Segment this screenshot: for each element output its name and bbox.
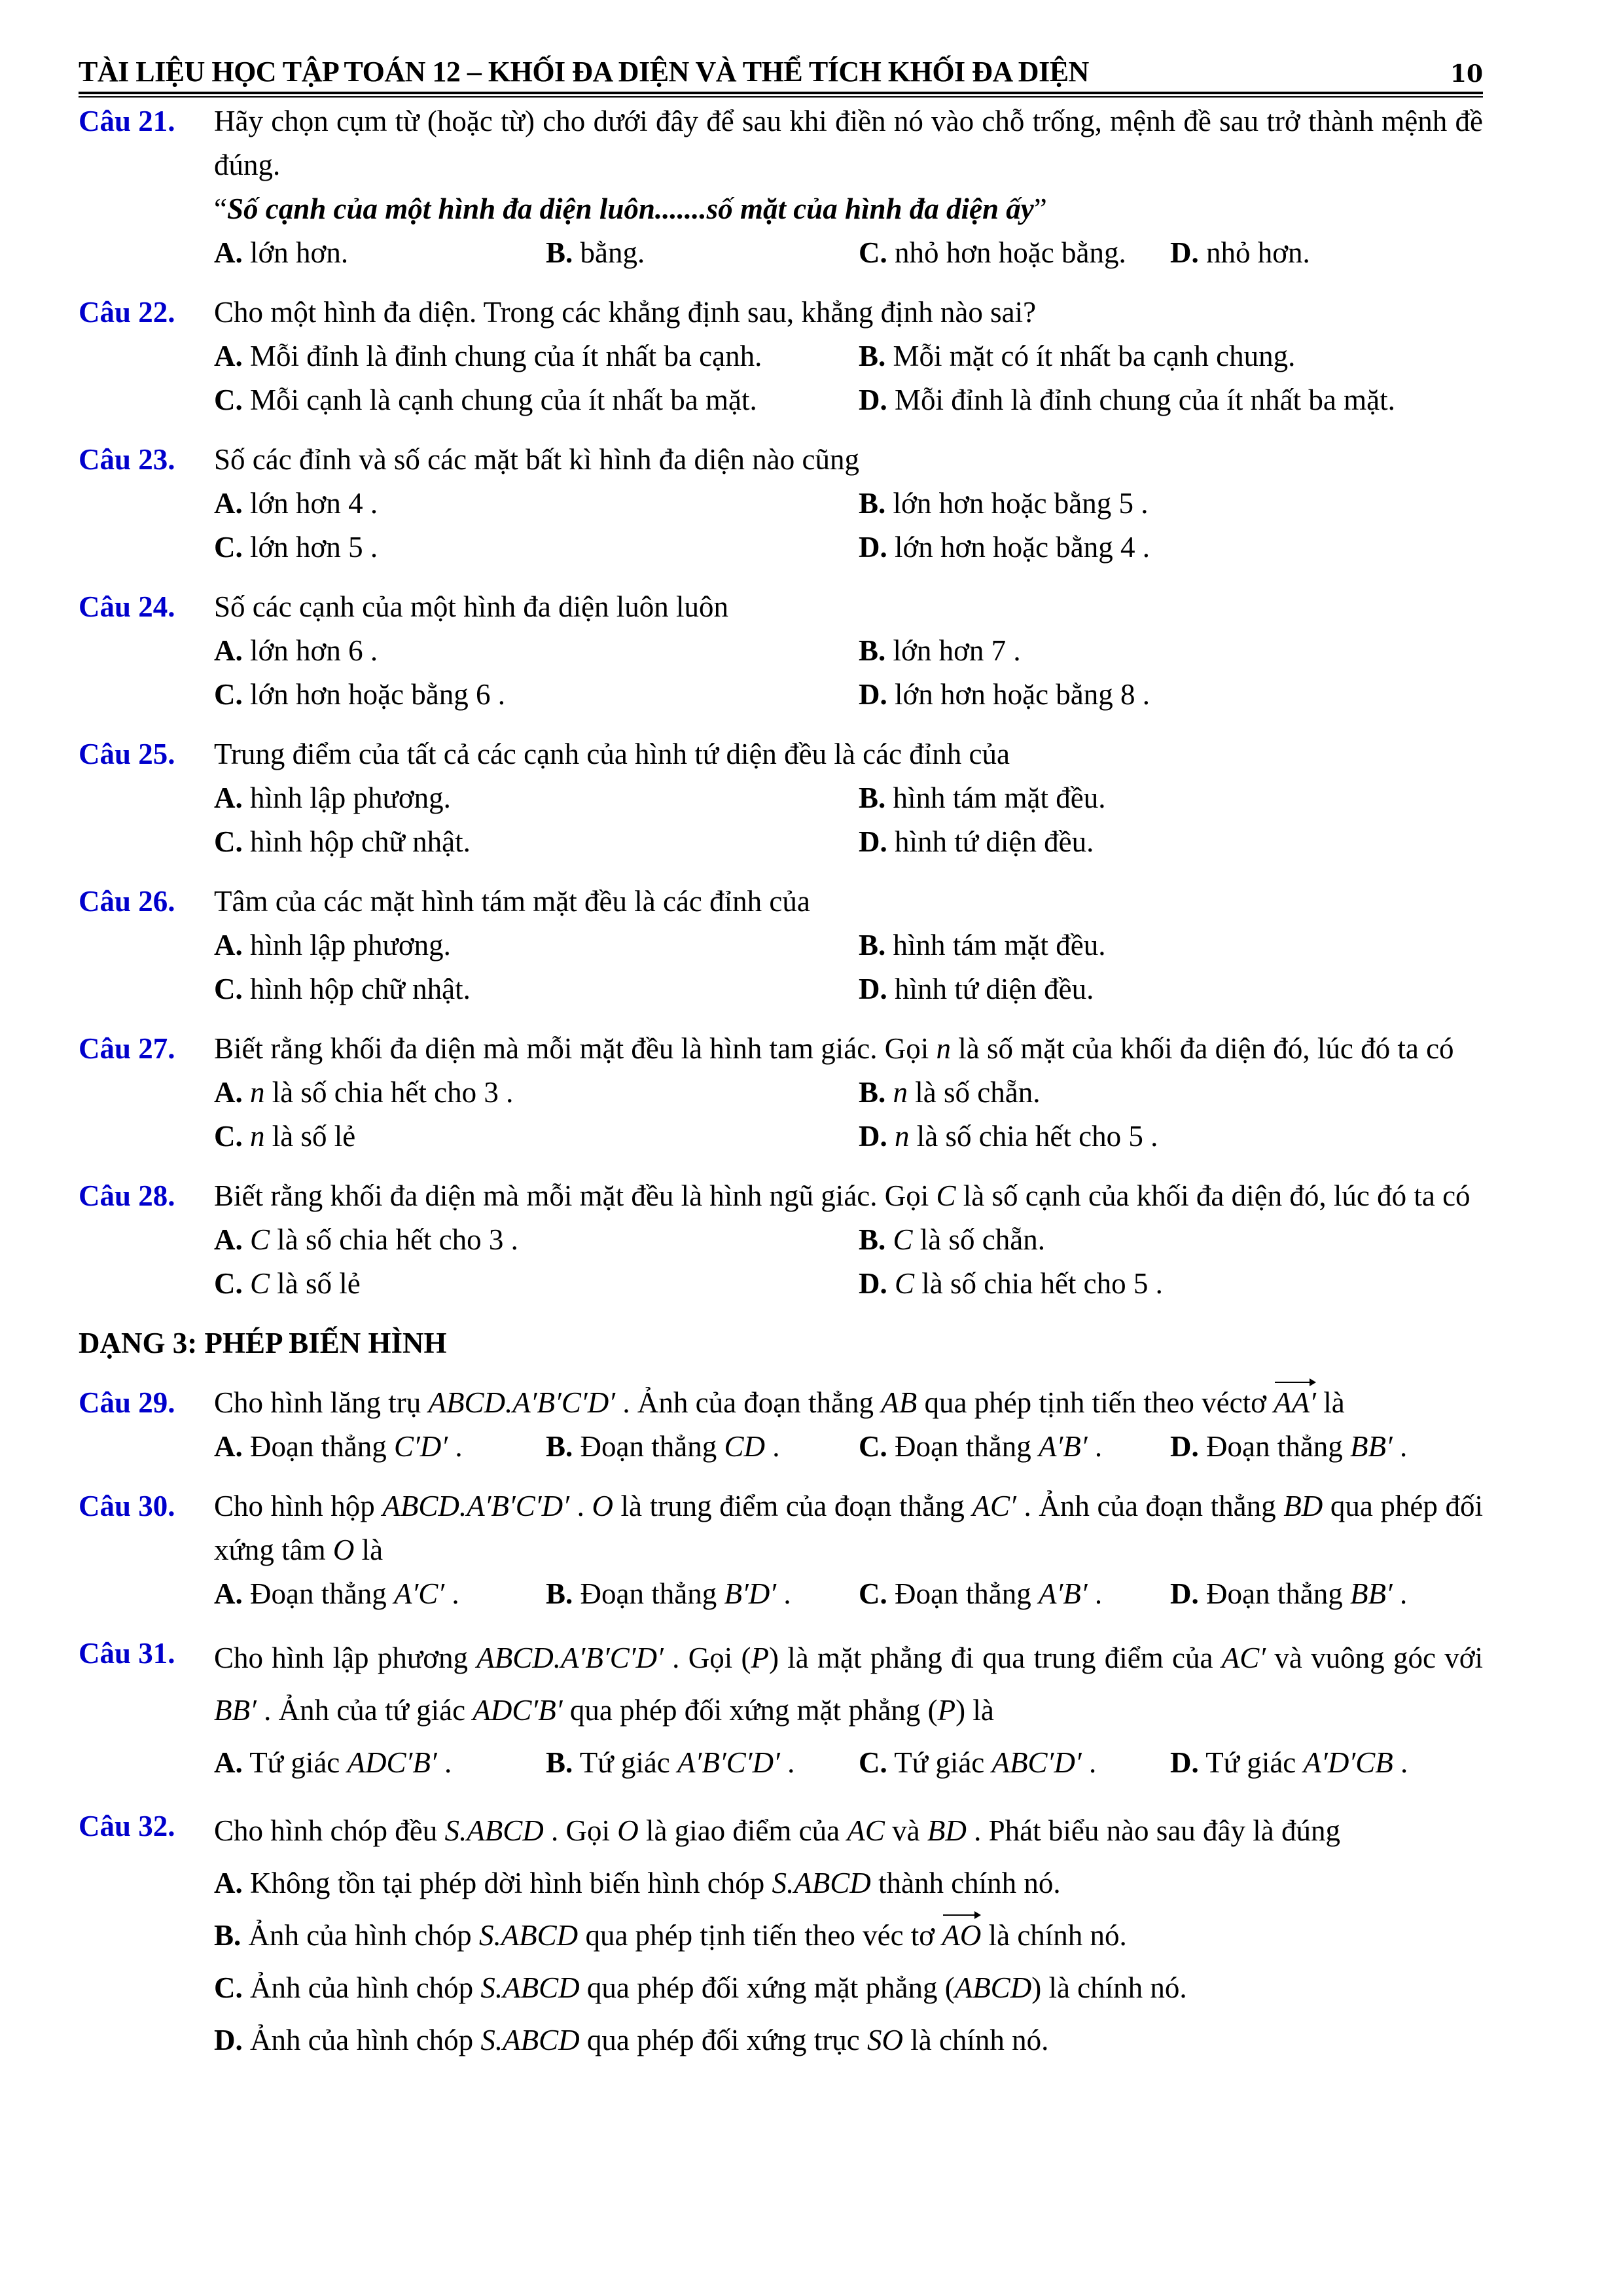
answer-option-c[interactable]: C. Đoạn thẳng A′B′ .: [859, 1430, 1103, 1463]
math-expression: B′D′: [724, 1577, 777, 1610]
answer-options: [214, 1218, 1483, 1306]
option-letter: A.: [214, 634, 243, 667]
option-letter: B.: [859, 634, 886, 667]
math-expression: n: [893, 1076, 908, 1109]
answer-options: [214, 1071, 1483, 1158]
math-expression: ABC′D′: [991, 1746, 1082, 1779]
option-row: [214, 1909, 1483, 1962]
answer-options: [214, 231, 1483, 275]
math-expression: AB: [881, 1386, 918, 1419]
question-stem: Trung điểm của tất cả các cạnh của hình tứ diện đều là các đỉnh của: [214, 738, 1010, 770]
answer-option-b[interactable]: B. hình tám mặt đều.: [859, 781, 1106, 814]
answer-option-a[interactable]: A. Tứ giác ADC′B′ .: [214, 1746, 452, 1779]
option-letter: D.: [859, 1267, 887, 1300]
answer-option-c[interactable]: C. Tứ giác ABC′D′ .: [859, 1746, 1097, 1779]
answer-option-d[interactable]: D. C là số chia hết cho 5 .: [859, 1267, 1163, 1300]
question: [79, 99, 1483, 275]
math-expression: AC: [847, 1814, 885, 1847]
math-expression: BB′: [1349, 1430, 1393, 1463]
math-expression: AC′: [1221, 1641, 1266, 1674]
math-expression: n: [936, 1032, 951, 1065]
math-expression: ABCD: [954, 1971, 1032, 2004]
math-expression: ABCD.A′B′C′D′: [428, 1386, 616, 1419]
math-expression: n: [250, 1120, 265, 1153]
vector-expression: AO: [942, 1919, 982, 1952]
math-expression: S.ABCD: [480, 1971, 580, 2004]
question-label: Câu 26.: [79, 885, 175, 918]
option-letter: B.: [859, 781, 886, 814]
math-expression: C′D′: [393, 1430, 448, 1463]
answer-option-a[interactable]: A. lớn hơn 6 .: [214, 634, 378, 667]
option-letter: B.: [546, 1577, 573, 1610]
math-expression: O: [332, 1534, 355, 1566]
option-letter: C.: [214, 825, 243, 858]
option-letter: D.: [214, 2024, 243, 2056]
option-row: [214, 629, 1483, 673]
answer-options: [214, 482, 1483, 569]
math-expression: O: [617, 1814, 639, 1847]
option-row: [214, 1425, 1483, 1469]
answer-option-b[interactable]: B. Mỗi mặt có ít nhất ba cạnh chung.: [859, 340, 1296, 372]
option-row: [214, 1736, 1483, 1789]
page-number: 10: [1450, 60, 1483, 88]
answer-options: [214, 1425, 1483, 1469]
math-expression: ADC′B′: [473, 1694, 563, 1727]
math-expression: BB′: [214, 1694, 257, 1727]
question: [79, 1174, 1483, 1306]
option-letter: C.: [214, 678, 243, 711]
question: [79, 1632, 1483, 1789]
question-stem: Cho hình chóp đều S.ABCD . Gọi O là giao điểm của AC và BD . Phát biểu nào sau đây là đúng: [214, 1814, 1340, 1847]
math-expression: AC′: [972, 1490, 1016, 1522]
answer-options: [214, 629, 1483, 717]
answer-options: [214, 1572, 1483, 1616]
option-row: [214, 1218, 1483, 1262]
math-expression: n: [250, 1076, 265, 1109]
option-letter: A.: [214, 1867, 243, 1899]
question: [79, 1484, 1483, 1616]
option-letter: B.: [859, 929, 886, 961]
math-expression: ABCD.A′B′C′D′: [382, 1490, 569, 1522]
option-letter: D.: [859, 384, 887, 416]
answer-option-a[interactable]: A. Mỗi đỉnh là đỉnh chung của ít nhất ba cạnh.: [214, 340, 762, 372]
option-letter: B.: [546, 1430, 573, 1463]
option-letter: D.: [859, 678, 887, 711]
question-label: Câu 31.: [79, 1637, 175, 1670]
math-expression: n: [895, 1120, 910, 1153]
option-row: [214, 334, 1483, 378]
question-stem: Cho một hình đa diện. Trong các khẳng định sau, khẳng định nào sai?: [214, 296, 1037, 329]
math-expression: BB′: [1349, 1577, 1393, 1610]
option-letter: C.: [859, 1577, 887, 1610]
option-letter: C.: [214, 384, 243, 416]
option-letter: B.: [859, 1076, 886, 1109]
math-expression: S.ABCD: [772, 1867, 871, 1899]
answer-option-d[interactable]: D. Mỗi đỉnh là đỉnh chung của ít nhất ba mặt.: [859, 384, 1395, 416]
math-expression: O: [592, 1490, 613, 1522]
question: [79, 732, 1483, 864]
question-label: Câu 23.: [79, 443, 175, 476]
answer-options: [214, 1736, 1483, 1789]
math-expression: C: [893, 1223, 913, 1256]
option-letter: B.: [859, 487, 886, 520]
answer-option-c[interactable]: C. C là số lẻ: [214, 1267, 361, 1300]
option-letter: A.: [214, 236, 243, 269]
option-letter: A.: [214, 1223, 243, 1256]
answer-option-c[interactable]: C. n là số lẻ: [214, 1120, 356, 1153]
math-expression: A′B′C′D′: [677, 1746, 780, 1779]
answer-option-d[interactable]: D. n là số chia hết cho 5 .: [859, 1120, 1158, 1153]
option-letter: C.: [859, 1430, 887, 1463]
option-letter: A.: [214, 487, 243, 520]
section-heading: DẠNG 3: PHÉP BIẾN HÌNH: [79, 1327, 447, 1359]
answer-option-b[interactable]: B. Đoạn thẳng B′D′ .: [546, 1577, 791, 1610]
option-letter: B.: [546, 236, 573, 269]
question: [79, 438, 1483, 569]
option-row: [214, 1262, 1483, 1306]
option-row: [214, 1115, 1483, 1158]
option-letter: D.: [1170, 1577, 1199, 1610]
answer-option-a[interactable]: A. hình lập phương.: [214, 781, 451, 814]
option-row: [214, 2014, 1483, 2066]
option-letter: D.: [859, 1120, 887, 1153]
answer-option-b[interactable]: B. Ảnh của hình chóp S.ABCD qua phép tịnh tiến theo véc tơ AO là chính nó.: [214, 1919, 1127, 1952]
option-letter: C.: [214, 973, 243, 1005]
question-stem: Biết rằng khối đa diện mà mỗi mặt đều là hình ngũ giác. Gọi C là số cạnh của khối đa diện đó, lúc đó ta có: [214, 1179, 1471, 1212]
math-expression: C: [250, 1267, 270, 1300]
answer-option-c[interactable]: C. hình hộp chữ nhật.: [214, 973, 471, 1005]
option-letter: A.: [214, 1430, 243, 1463]
question-label: Câu 22.: [79, 296, 175, 329]
question-label: Câu 27.: [79, 1032, 175, 1065]
option-row: [214, 820, 1483, 864]
option-row: [214, 526, 1483, 569]
question-label: Câu 32.: [79, 1810, 175, 1842]
question-label: Câu 29.: [79, 1386, 175, 1419]
answer-options: [214, 776, 1483, 864]
answer-option-b[interactable]: B. Đoạn thẳng CD .: [546, 1430, 780, 1463]
answer-options: [214, 334, 1483, 422]
answer-option-b[interactable]: B. lớn hơn hoặc bằng 5 .: [859, 487, 1149, 520]
answer-option-a[interactable]: A. Không tồn tại phép dời hình biến hình chóp S.ABCD thành chính nó.: [214, 1867, 1061, 1899]
math-expression: A′B′: [1038, 1430, 1088, 1463]
question-label: Câu 21.: [79, 105, 175, 137]
math-expression: A′B′: [1038, 1577, 1088, 1610]
option-letter: B.: [546, 1746, 573, 1779]
answer-option-d[interactable]: D. Ảnh của hình chóp S.ABCD qua phép đối xứng trục SO là chính nó.: [214, 2024, 1049, 2056]
answer-option-b[interactable]: B. bằng.: [546, 236, 645, 269]
math-expression: C: [895, 1267, 915, 1300]
option-letter: A.: [214, 781, 243, 814]
answer-option-a[interactable]: A. Đoạn thẳng A′C′ .: [214, 1577, 459, 1610]
math-expression: P: [751, 1641, 769, 1674]
option-letter: D.: [859, 973, 887, 1005]
question-label: Câu 28.: [79, 1179, 175, 1212]
math-expression: ABCD.A′B′C′D′: [476, 1641, 664, 1674]
question-stem: Cho hình hộp ABCD.A′B′C′D′ . O là trung điểm của đoạn thẳng AC′ . Ảnh của đoạn thẳng BD qua phép đối xứng tâm O là: [214, 1490, 1483, 1566]
vector-expression: AA′: [1274, 1386, 1316, 1419]
option-letter: C.: [859, 236, 887, 269]
answer-option-d[interactable]: D. nhỏ hơn.: [1170, 236, 1310, 269]
option-row: [214, 378, 1483, 422]
option-letter: C.: [214, 1120, 243, 1153]
answer-option-a[interactable]: A. C là số chia hết cho 3 .: [214, 1223, 518, 1256]
option-letter: D.: [859, 825, 887, 858]
math-expression: S.ABCD: [478, 1919, 579, 1952]
math-expression: A′D′CB: [1303, 1746, 1393, 1779]
math-expression: ADC′B′: [347, 1746, 437, 1779]
open-quote: “: [214, 192, 227, 225]
question-stem: Cho hình lăng trụ ABCD.A′B′C′D′ . Ảnh của đoạn thẳng AB qua phép tịnh tiến theo véctơ AA′ là: [214, 1386, 1345, 1419]
option-row: [214, 231, 1483, 275]
answer-option-c[interactable]: C. lớn hơn hoặc bằng 6 .: [214, 678, 506, 711]
answer-option-d[interactable]: D. Đoạn thẳng BB′ .: [1170, 1577, 1408, 1610]
option-letter: C.: [859, 1746, 887, 1779]
option-letter: A.: [214, 1746, 243, 1779]
option-letter: D.: [859, 531, 887, 564]
answer-option-d[interactable]: D. lớn hơn hoặc bằng 8 .: [859, 678, 1150, 711]
math-expression: BD: [927, 1814, 967, 1847]
answer-option-c[interactable]: C. hình hộp chữ nhật.: [214, 825, 471, 858]
math-expression: BD: [1283, 1490, 1323, 1522]
answer-option-b[interactable]: B. C là số chẵn.: [859, 1223, 1045, 1256]
math-expression: A′C′: [393, 1577, 445, 1610]
question: [79, 1381, 1483, 1469]
question: [79, 1804, 1483, 2066]
answer-option-a[interactable]: A. hình lập phương.: [214, 929, 451, 961]
option-row: [214, 1857, 1483, 1909]
option-row: [214, 967, 1483, 1011]
option-letter: D.: [1170, 236, 1199, 269]
question-label: Câu 24.: [79, 590, 175, 623]
math-expression: P: [937, 1694, 956, 1727]
header-title: TÀI LIỆU HỌC TẬP TOÁN 12 – KHỐI ĐA DIỆN VÀ THỂ TÍCH KHỐI ĐA DIỆN: [79, 56, 1089, 88]
question-stem: Hãy chọn cụm từ (hoặc từ) cho dưới đây để sau khi điền nó vào chỗ trống, mệnh đề sau trở thành mệnh đề đúng.: [214, 105, 1483, 181]
math-expression: SO: [866, 2024, 903, 2056]
question: [79, 880, 1483, 1011]
answer-option-b[interactable]: B. lớn hơn 7 .: [859, 634, 1021, 667]
header-rule-thin: [79, 96, 1483, 98]
answer-options: [214, 924, 1483, 1011]
option-row: [214, 1071, 1483, 1115]
option-letter: B.: [859, 1223, 886, 1256]
answer-options: [214, 1857, 1483, 2066]
option-letter: A.: [214, 1076, 243, 1109]
math-expression: C: [936, 1179, 956, 1212]
answer-option-d[interactable]: D. hình tứ diện đều.: [859, 825, 1094, 858]
math-expression: S.ABCD: [480, 2024, 580, 2056]
option-letter: A.: [214, 340, 243, 372]
answer-option-a[interactable]: A. n là số chia hết cho 3 .: [214, 1076, 514, 1109]
page-header: [79, 51, 1483, 97]
option-letter: B.: [214, 1919, 241, 1952]
question: [79, 1027, 1483, 1158]
question-label: Câu 25.: [79, 738, 175, 770]
answer-option-d[interactable]: D. Đoạn thẳng BB′ .: [1170, 1430, 1408, 1463]
question-stem: Biết rằng khối đa diện mà mỗi mặt đều là hình tam giác. Gọi n là số mặt của khối đa diện đó, lúc đó ta có: [214, 1032, 1454, 1065]
answer-option-b[interactable]: B. Tứ giác A′B′C′D′ .: [546, 1746, 795, 1779]
answer-option-a[interactable]: A. Đoạn thẳng C′D′ .: [214, 1430, 463, 1463]
option-letter: A.: [214, 1577, 243, 1610]
option-row: [214, 673, 1483, 717]
question-label: Câu 30.: [79, 1490, 175, 1522]
close-quote: ”: [1033, 192, 1047, 225]
answer-option-b[interactable]: B. hình tám mặt đều.: [859, 929, 1106, 961]
option-letter: C.: [214, 531, 243, 564]
answer-option-a[interactable]: A. lớn hơn 4 .: [214, 487, 378, 520]
question-quote: “Số cạnh của một hình đa diện luôn.......số mặt của hình đa diện ấy”: [214, 192, 1047, 225]
question-stem: Tâm của các mặt hình tám mặt đều là các đỉnh của: [214, 885, 810, 918]
header-rule-thick: [79, 92, 1483, 94]
option-letter: D.: [1170, 1746, 1199, 1779]
answer-option-c[interactable]: C. Đoạn thẳng A′B′ .: [859, 1577, 1103, 1610]
option-letter: C.: [214, 1267, 243, 1300]
question-stem: Số các đỉnh và số các mặt bất kì hình đa diện nào cũng: [214, 443, 859, 476]
math-expression: CD: [724, 1430, 765, 1463]
question: [79, 585, 1483, 717]
answer-option-d[interactable]: D. lớn hơn hoặc bằng 4 .: [859, 531, 1150, 564]
option-row: [214, 776, 1483, 820]
answer-option-b[interactable]: B. n là số chẵn.: [859, 1076, 1041, 1109]
answer-option-c[interactable]: C. nhỏ hơn hoặc bằng.: [859, 236, 1126, 269]
answer-option-d[interactable]: D. Tứ giác A′D′CB .: [1170, 1746, 1408, 1779]
answer-option-d[interactable]: D. hình tứ diện đều.: [859, 973, 1094, 1005]
option-letter: A.: [214, 929, 243, 961]
math-expression: S.ABCD: [444, 1814, 544, 1847]
answer-option-c[interactable]: C. Ảnh của hình chóp S.ABCD qua phép đối xứng mặt phẳng (ABCD) là chính nó.: [214, 1971, 1187, 2004]
option-row: [214, 482, 1483, 526]
option-row: [214, 924, 1483, 967]
option-letter: C.: [214, 1971, 243, 2004]
question: [79, 291, 1483, 422]
question-list: [79, 99, 1483, 2082]
question-stem: Cho hình lập phương ABCD.A′B′C′D′ . Gọi (P) là mặt phẳng đi qua trung điểm của AC′ và vuông góc với BB′ . Ảnh của tứ giác ADC′B′ qua phép đối xứng mặt phẳng (P) là: [214, 1641, 1483, 1727]
option-row: [214, 1962, 1483, 2014]
answer-option-c[interactable]: C. Mỗi cạnh là cạnh chung của ít nhất ba mặt.: [214, 384, 757, 416]
question-stem: Số các cạnh của một hình đa diện luôn luôn: [214, 590, 729, 623]
option-letter: B.: [859, 340, 886, 372]
answer-option-a[interactable]: A. lớn hơn.: [214, 236, 349, 269]
math-expression: C: [250, 1223, 270, 1256]
answer-option-c[interactable]: C. lớn hơn 5 .: [214, 531, 378, 564]
option-letter: D.: [1170, 1430, 1199, 1463]
option-row: [214, 1572, 1483, 1616]
